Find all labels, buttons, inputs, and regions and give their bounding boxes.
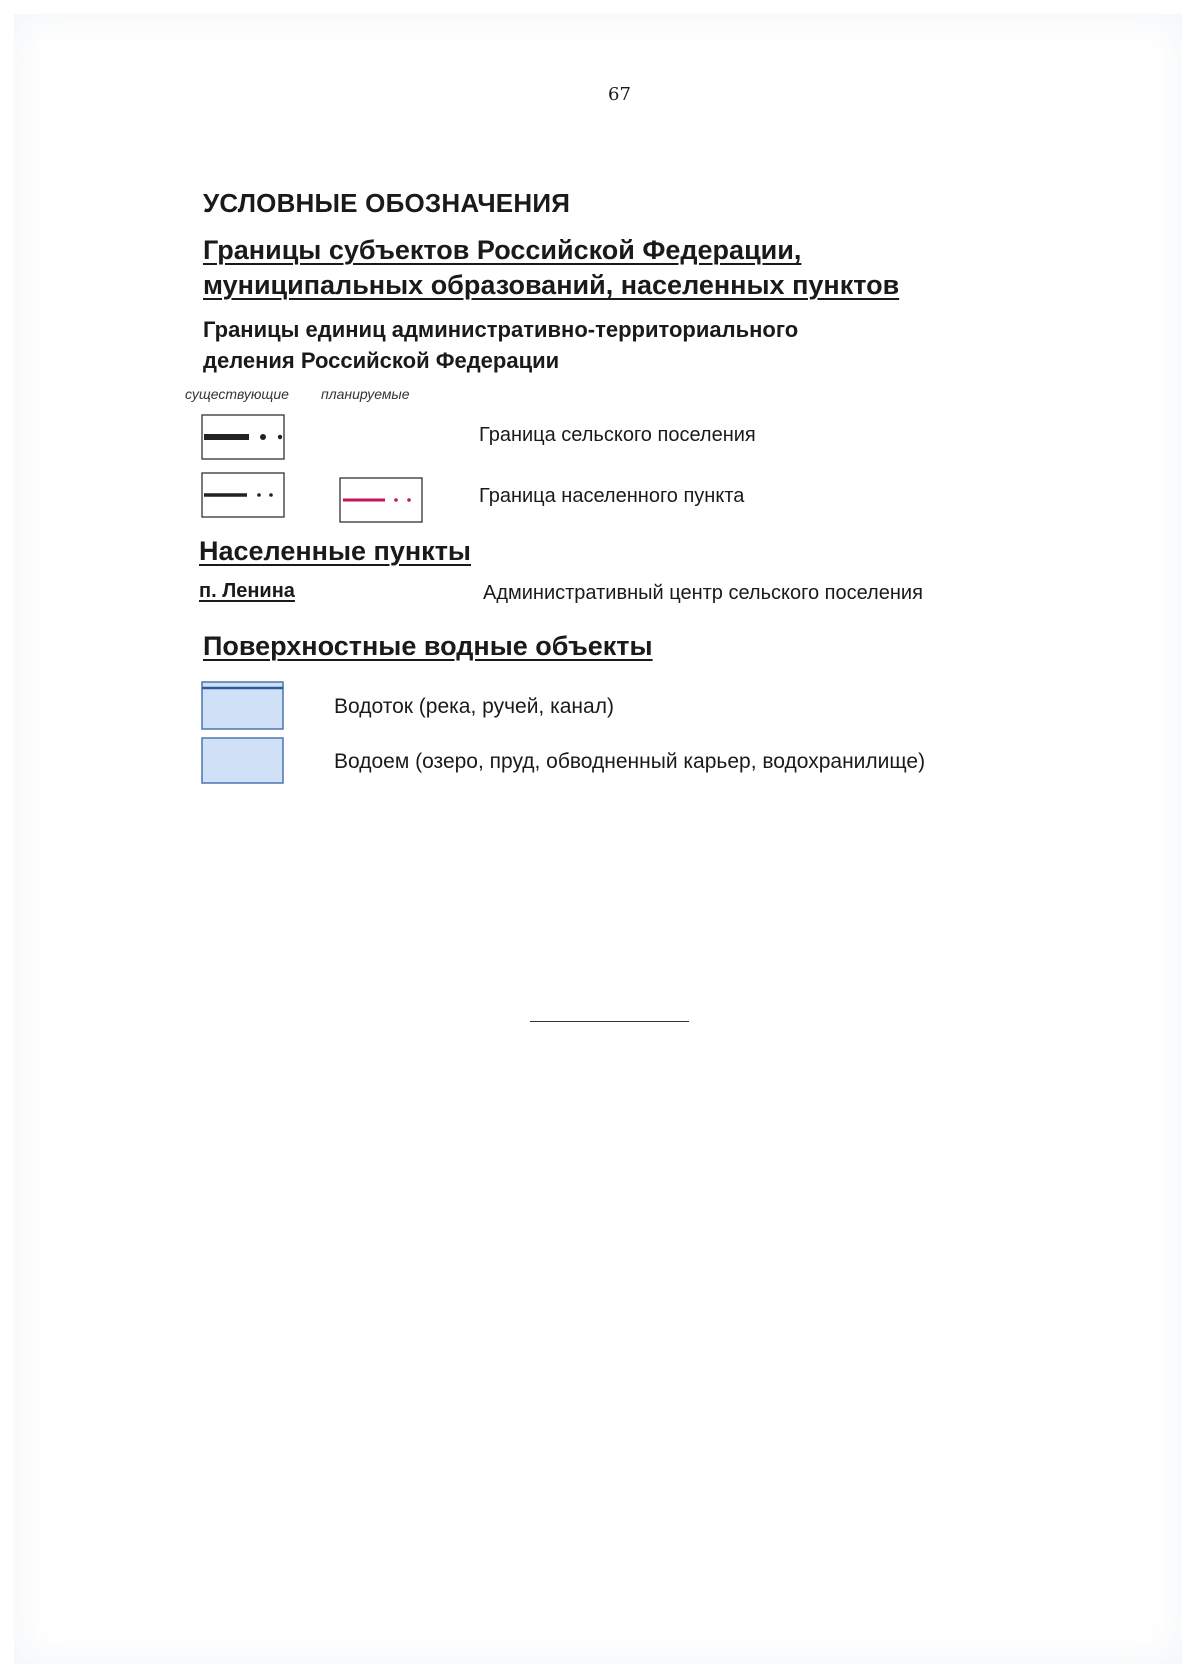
settlement-sample-name: п. Ленина <box>199 580 295 602</box>
locality-boundary-label: Граница населенного пункта <box>479 485 745 507</box>
settlements-title: Населенные пункты <box>199 536 471 566</box>
watercourse-symbol <box>201 681 285 731</box>
boundaries-title-line2: муниципальных образований, населенных пунктов <box>203 270 900 300</box>
boundaries-subtitle <box>203 314 798 376</box>
footer-rule <box>530 1021 689 1022</box>
rural-settlement-boundary-label: Граница сельского поселения <box>479 424 756 446</box>
boundaries-subtitle-line1: Границы единиц административно-территориального <box>203 317 799 342</box>
column-planned-label: планируемые <box>321 386 410 402</box>
locality-boundary-existing-symbol <box>201 472 287 520</box>
legend-title: УСЛОВНЫЕ ОБОЗНАЧЕНИЯ <box>203 188 571 218</box>
boundaries-subtitle-line2: деления Российской Федерации <box>203 348 560 373</box>
water-body-label: Водоем (озеро, пруд, обводненный карьер, водохранилище) <box>334 750 926 773</box>
page-number: 67 <box>608 84 631 105</box>
watercourse-label: Водоток (река, ручей, канал) <box>334 695 614 718</box>
column-existing-label: существующие <box>185 386 289 402</box>
locality-boundary-planned-symbol <box>339 477 425 525</box>
water-title: Поверхностные водные объекты <box>203 631 653 661</box>
settlement-sample-label: Административный центр сельского поселения <box>483 582 923 604</box>
boundaries-title-line1: Границы субъектов Российской Федерации, <box>203 235 802 265</box>
rural-settlement-boundary-existing-symbol <box>201 414 287 462</box>
water-body-symbol <box>201 737 285 786</box>
